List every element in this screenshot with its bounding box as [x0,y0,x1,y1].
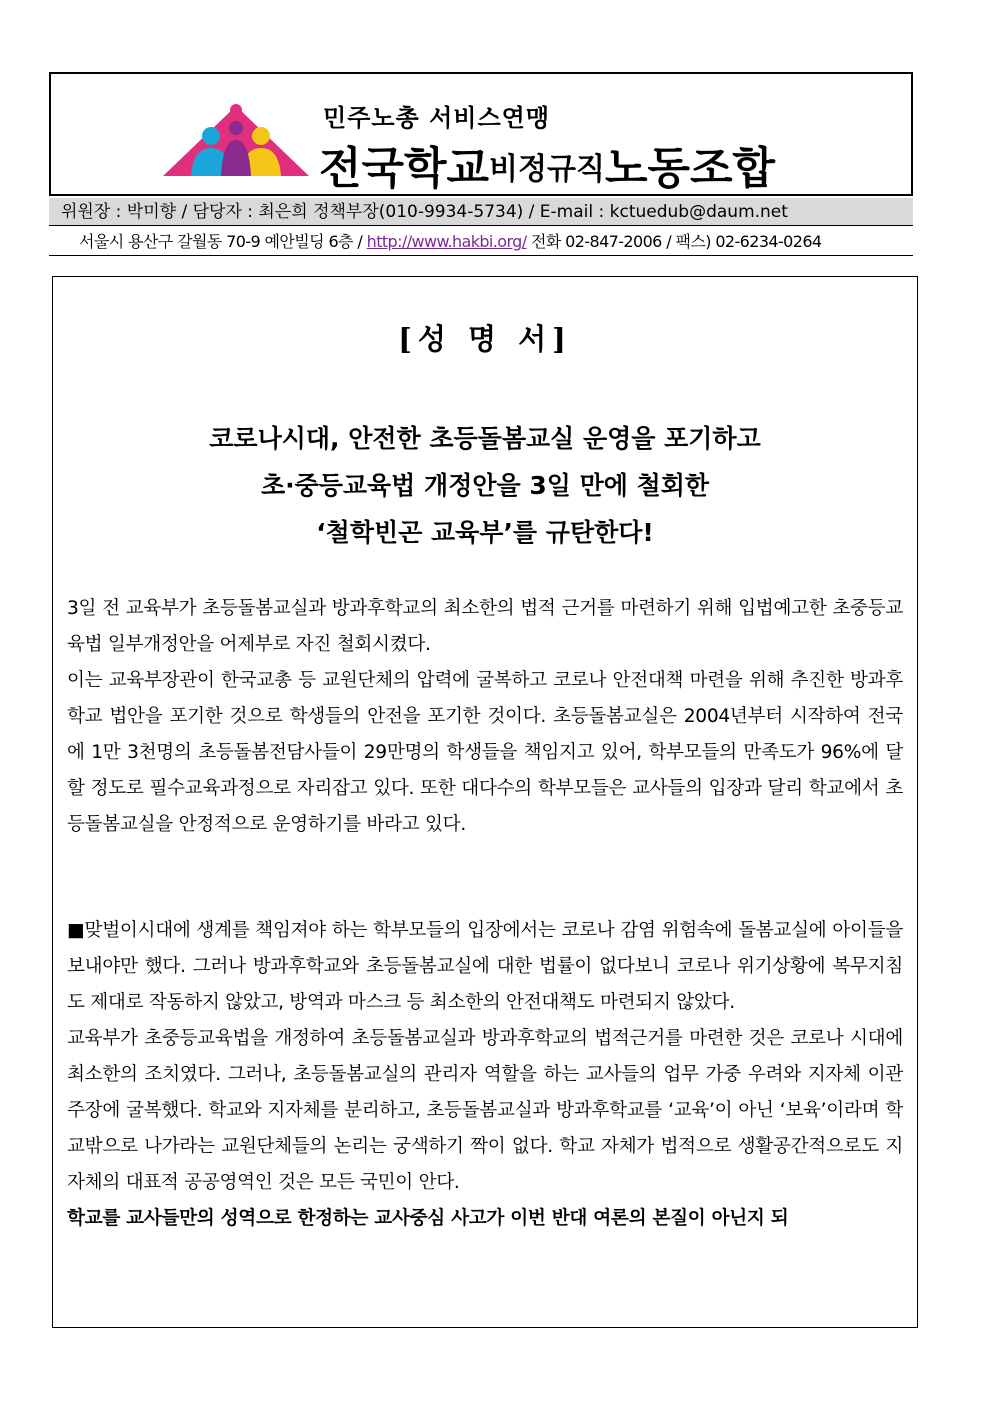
union-name [319,132,775,196]
headline-line-3: ‘철학빈곤 교육부’를 규탄한다! [316,518,654,547]
paragraph-3: ■맞벌이시대에 생계를 책임져야 하는 학부모들의 입장에서는 코로나 감염 위험속에 돌봄교실에 아이들을 보내야만 했다. 그러나 방과후학교와 초등돌봄교실에 대한 법률이 없다보니 코로나 위기상황에 복무지침도 제대로 작동하지 않았고, 방역과 마스크 등 최소한의 안전대책도 마련되지 않았다. [67,920,903,1013]
body-section-2 [67,913,903,1237]
paragraph-5: 학교를 교사들만의 성역으로 한정하는 교사중심 사고가 이번 반대 여론의 본질이 아닌지 되 [67,1208,789,1229]
paragraph-2: 이는 교육부장관이 한국교총 등 교원단체의 압력에 굴복하고 코로나 안전대책 마련을 위해 추진한 방과후학교 법안을 포기한 것으로 학생들의 안전을 포기한 것이다. 초등돌봄교실은 2004년부터 시작하여 전국에 1만 3천명의 초등돌봄전담사들이 29만명의 학생들을 책임지고 있어, 학부모들의 만족도가 96%에 달할 정도로 필수교육과정으로 자리잡고 있다. 또한 대다수의 학부모들은 교사들의 입장과 달리 학교에서 초등돌봄교실을 안정적으로 운영하기를 바라고 있다. [67,670,903,835]
contact-bar: 위원장 : 박미향 / 담당자 : 최은희 정책부장(010-9934-5734) / E-mail : kctuedub@daum.net [49,198,913,226]
address-bar [49,228,913,256]
federation-name: 민주노총 서비스연맹 [323,104,551,132]
union-name-part3: 노동조합 [604,143,775,194]
union-name-part2: 비정규직 [489,152,605,187]
paragraph-4: 교육부가 초중등교육법을 개정하여 초등돌봄교실과 방과후학교의 법적근거를 마련한 것은 코로나 시대에 최소한의 조치였다. 그러나, 초등돌봄교실의 관리자 역할을 하는 교사들의 업무 가중 우려와 지자체 이관 주장에 굴복했다. 학교와 지자체를 분리하고, 초등돌봄교실과 방과후학교를 ‘교육’이 아닌 ‘보육’이라며 학교밖으로 나가라는 교원단체들의 논리는 궁색하기 짝이 없다. 학교 자체가 법적으로 생활공간적으로도 지자체의 대표적 공공영역인 것은 모든 국민이 안다. [67,1028,903,1193]
headline-line-2: 초·중등교육법 개정안을 3일 만에 철회한 [260,471,710,500]
headline-line-1: 코로나시대, 안전한 초등돌봄교실 운영을 포기하고 [209,424,761,453]
body-section-1 [67,591,903,843]
address-text: 서울시 용산구 갈월동 70-9 예안빌딩 6층 / [79,232,367,251]
document-title: [성 명 서] [398,322,572,356]
phone-fax-text: 전화 02-847-2006 / 팩스) 02-6234-0264 [526,232,822,251]
website-link[interactable]: http://www.hakbi.org/ [366,232,527,251]
paragraph-1: 3일 전 교육부가 초등돌봄교실과 방과후학교의 최소한의 법적 근거를 마련하기 위해 입법예고한 초중등교육법 일부개정안을 어제부로 자진 철회시켰다. [67,598,903,655]
union-logo-icon [161,98,311,178]
union-name-part1: 전국학교 [319,143,490,194]
letterhead-box [49,72,913,196]
statement-box [52,276,918,1328]
